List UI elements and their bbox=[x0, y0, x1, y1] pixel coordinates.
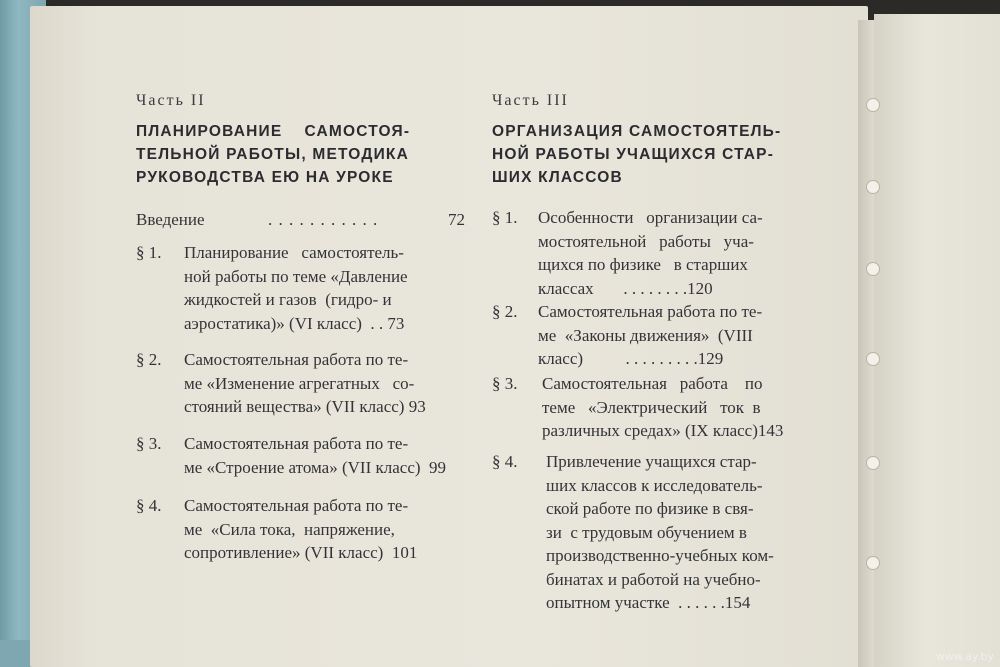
binding-stitch bbox=[866, 456, 880, 470]
entry-line: классах . . . . . . . .120 bbox=[538, 278, 713, 298]
entry-line: ме «Изменение агрегатных со- bbox=[184, 373, 415, 393]
entry-line: сопротивление» (VII класс) 101 bbox=[184, 543, 418, 562]
entry-line: зи с трудовым обучением в bbox=[546, 522, 747, 542]
part-label: Часть II bbox=[136, 92, 206, 109]
binding-stitch bbox=[866, 262, 880, 276]
entry-line: мостоятельной работы уча- bbox=[538, 231, 754, 251]
entry-line: класс) . . . . . . . . .129 bbox=[538, 349, 724, 368]
binding-stitch bbox=[866, 352, 880, 366]
entry-line: Самостоятельная работа по те- bbox=[184, 350, 409, 369]
entry-line: бинатах и работой на учебно- bbox=[546, 569, 761, 589]
binding-stitch bbox=[866, 556, 880, 570]
entry-line: теме «Электрический ток в bbox=[542, 397, 761, 417]
entry-line: ме «Сила тока, напряжение, bbox=[184, 519, 395, 539]
entry-line: Привлечение учащихся стар- bbox=[546, 452, 757, 471]
entry-line: ших классов к исследователь- bbox=[546, 475, 763, 495]
entry-line: Самостоятельная работа по те- bbox=[184, 434, 409, 453]
entry-line: производственно-учебных ком- bbox=[546, 546, 774, 565]
entry-line: опытном участке . . . . . .154 bbox=[546, 593, 751, 612]
section-number: § 1. bbox=[492, 208, 518, 227]
binding-stitch bbox=[866, 180, 880, 194]
entry-line: Самостоятельная работа по те- bbox=[184, 496, 409, 515]
section-number: § 2. bbox=[492, 302, 518, 321]
part-label: Часть III bbox=[492, 92, 569, 109]
part-title bbox=[492, 120, 832, 189]
facing-page bbox=[874, 14, 1000, 667]
part-title bbox=[136, 120, 456, 189]
section-number: § 3. bbox=[492, 374, 518, 393]
binding-stitch bbox=[866, 98, 880, 112]
section-number: § 4. bbox=[136, 496, 162, 515]
entry-line: ме «Законы движения» (VIII bbox=[538, 325, 753, 345]
title-line: ПЛАНИРОВАНИЕ САМОСТОЯ- bbox=[136, 123, 411, 140]
toc-intro-label: Введение bbox=[136, 210, 205, 229]
title-line: ОРГАНИЗАЦИЯ САМОСТОЯТЕЛЬ- bbox=[492, 123, 782, 140]
entry-line: Самостоятельная работа по bbox=[542, 374, 763, 393]
entry-line: ме «Строение атома» (VII класс) 99 bbox=[184, 457, 447, 477]
site-watermark: www.ay.by bbox=[935, 650, 994, 663]
toc-page-number: 72 bbox=[448, 210, 465, 229]
title-line: ТЕЛЬНОЙ РАБОТЫ, МЕТОДИКА bbox=[136, 146, 409, 163]
section-number: § 3. bbox=[136, 434, 162, 453]
section-number: § 4. bbox=[492, 452, 518, 471]
entry-line: жидкостей и газов (гидро- и bbox=[184, 290, 392, 309]
section-number: § 2. bbox=[136, 350, 162, 369]
entry-line: стояний вещества» (VII класс) 93 bbox=[184, 397, 426, 416]
entry-line: щихся по физике в старших bbox=[538, 255, 748, 274]
entry-line: ской работе по физике в свя- bbox=[546, 499, 754, 518]
entry-line: Самостоятельная работа по те- bbox=[538, 302, 763, 321]
entry-line: Планирование самостоятель- bbox=[184, 243, 404, 262]
title-line: ШИХ КЛАССОВ bbox=[492, 169, 623, 186]
entry-line: Особенности организации са- bbox=[538, 208, 763, 227]
section-number: § 1. bbox=[136, 243, 162, 262]
title-line: РУКОВОДСТВА ЕЮ НА УРОКЕ bbox=[136, 169, 394, 186]
entry-line: ной работы по теме «Давление bbox=[184, 266, 408, 286]
toc-leader-dots: . . . . . . . . . . . bbox=[268, 210, 379, 229]
entry-line: различных средах» (IX класс)143 bbox=[542, 421, 784, 440]
title-line: НОЙ РАБОТЫ УЧАЩИХСЯ СТАР- bbox=[492, 146, 775, 163]
entry-line: аэростатика)» (VI класс) . . 73 bbox=[184, 313, 405, 333]
